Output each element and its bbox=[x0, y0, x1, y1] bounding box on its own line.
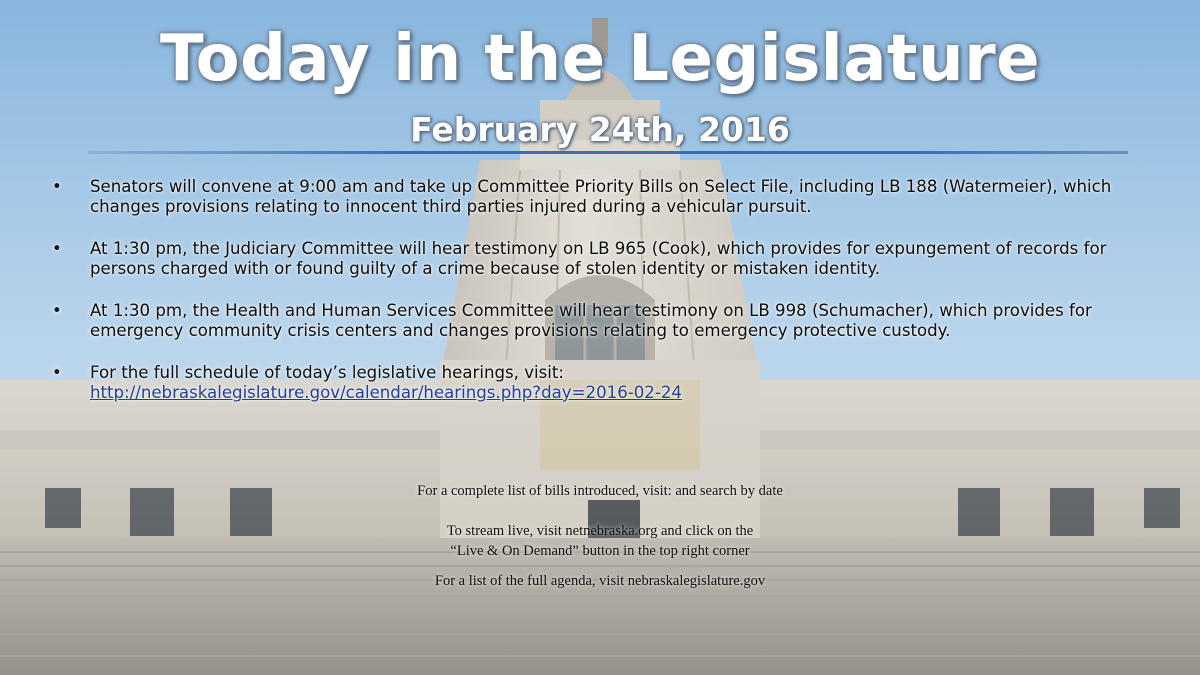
bullet-text: Senators will convene at 9:00 am and take up Committee Priority Bills on Select File, including LB 188 (Watermeier), which changes provisions relating to innocent third parties injured during a vehicular pursuit. bbox=[90, 177, 1112, 216]
bullet-text: At 1:30 pm, the Judiciary Committee will hear testimony on LB 965 (Cook), which provides for expungement of records for persons charged with or found guilty of a crime because of stolen identity or mistaken identity. bbox=[90, 239, 1107, 278]
slide-title: Today in the Legislature bbox=[159, 22, 1041, 96]
bullet-item-schedule bbox=[52, 363, 1152, 403]
bullet-icon: • bbox=[52, 239, 62, 258]
bullet-text: At 1:30 pm, the Health and Human Services Committee will hear testimony on LB 998 (Schumacher), which provides for emergency community crisis centers and changes provisions relating to emergency protective custody. bbox=[90, 301, 1092, 340]
bullet-item-judiciary bbox=[52, 239, 1152, 279]
bullet-item-session bbox=[52, 177, 1152, 217]
bullet-icon: • bbox=[52, 301, 62, 320]
stream-footnote-line1: To stream live, visit netnebraska.org and click on the bbox=[446, 523, 754, 539]
hearings-schedule-link[interactable]: http://nebraskalegislature.gov/calendar/hearings.php?day=2016-02-24 bbox=[90, 383, 682, 402]
bullet-item-health bbox=[52, 301, 1152, 341]
bullet-list bbox=[52, 177, 1152, 425]
agenda-footnote: For a list of the full agenda, visit nebraskalegislature.gov bbox=[434, 573, 766, 589]
bullet-icon: • bbox=[52, 363, 62, 382]
slide-date: February 24th, 2016 bbox=[410, 110, 790, 149]
bullet-icon: • bbox=[52, 177, 62, 196]
stream-footnote-line2: “Live & On Demand” button in the top right corner bbox=[450, 543, 750, 559]
bullet-text: For the full schedule of today’s legislative hearings, visit: bbox=[90, 363, 565, 382]
bills-footnote: For a complete list of bills introduced, visit: and search by date bbox=[417, 483, 783, 499]
title-divider bbox=[88, 151, 1128, 154]
